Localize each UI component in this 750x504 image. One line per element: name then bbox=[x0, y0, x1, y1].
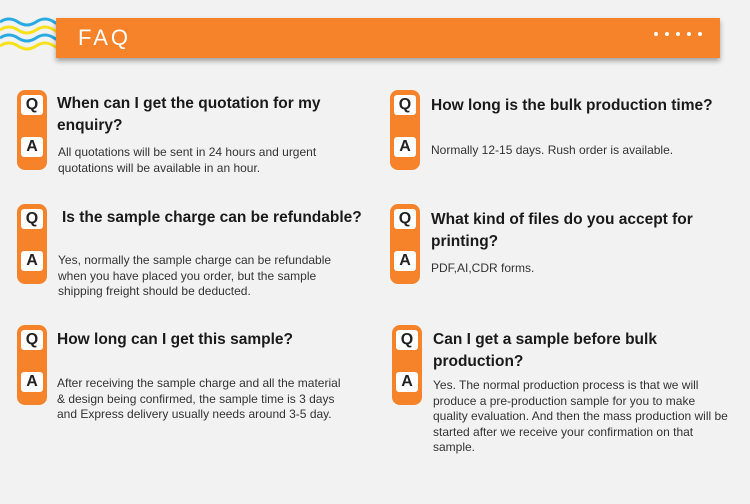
faq-item bbox=[17, 325, 357, 445]
answer-marker: A bbox=[21, 251, 43, 271]
dots-icon bbox=[654, 32, 702, 36]
answer-marker: A bbox=[394, 137, 416, 157]
faq-item bbox=[390, 90, 730, 190]
question-marker: Q bbox=[21, 95, 43, 115]
qa-badge-icon bbox=[390, 90, 420, 170]
qa-badge-icon bbox=[390, 204, 420, 284]
qa-badge-icon bbox=[17, 325, 47, 405]
qa-badge-icon bbox=[392, 325, 422, 405]
faq-item bbox=[392, 325, 732, 465]
faq-item bbox=[17, 90, 357, 190]
faq-answer: Yes. The normal production process is that we will produce a pre-production sample for you to make quality evaluation. And then the mass production will be started after we receive your confirmation on that sample. bbox=[433, 378, 728, 454]
faq-answer: PDF,AI,CDR forms. bbox=[431, 261, 535, 275]
answer-marker: A bbox=[394, 251, 416, 271]
faq-question: When can I get the quotation for my enquiry? bbox=[57, 95, 321, 134]
question-marker: Q bbox=[21, 330, 43, 350]
faq-question: What kind of files do you accept for printing? bbox=[431, 211, 693, 250]
answer-marker: A bbox=[21, 372, 43, 392]
faq-answer: Normally 12-15 days. Rush order is available. bbox=[431, 143, 674, 157]
faq-banner bbox=[56, 18, 720, 58]
faq-question: How long is the bulk production time? bbox=[431, 97, 713, 114]
faq-question: Can I get a sample before bulk production? bbox=[433, 331, 657, 370]
faq-answer: After receiving the sample charge and all the material & design being confirmed, the sample time is 3 days and Express delivery usually needs around 3-5 day. bbox=[57, 376, 341, 421]
qa-badge-icon bbox=[17, 204, 47, 284]
faq-question: Is the sample charge can be refundable? bbox=[62, 209, 362, 226]
qa-badge-icon bbox=[17, 90, 47, 170]
faq-answer: Yes, normally the sample charge can be refundable when you have placed you order, but the sample shipping freight should be deducted. bbox=[58, 253, 332, 298]
faq-header bbox=[0, 0, 750, 70]
faq-item bbox=[390, 204, 730, 304]
question-marker: Q bbox=[394, 95, 416, 115]
answer-marker: A bbox=[396, 372, 418, 392]
question-marker: Q bbox=[21, 209, 43, 229]
page-title: FAQ bbox=[78, 25, 132, 50]
question-marker: Q bbox=[396, 330, 418, 350]
answer-marker: A bbox=[21, 137, 43, 157]
faq-item bbox=[17, 204, 367, 304]
question-marker: Q bbox=[394, 209, 416, 229]
faq-answer: All quotations will be sent in 24 hours and urgent quotations will be available in an hour. bbox=[58, 145, 317, 175]
faq-question: How long can I get this sample? bbox=[57, 331, 293, 348]
